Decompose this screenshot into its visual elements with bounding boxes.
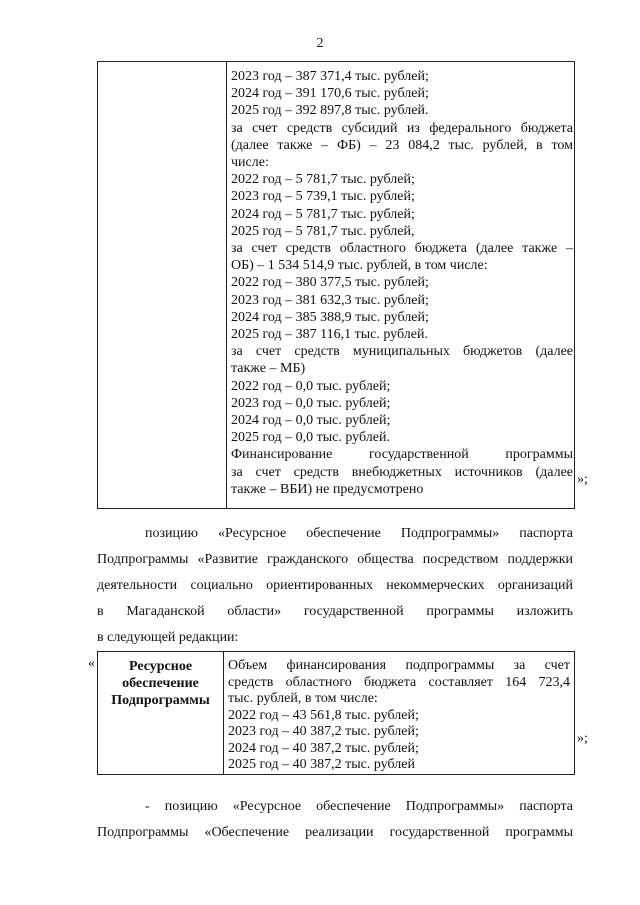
- table-line: 2024 год – 40 387,2 тыс. рублей;: [228, 740, 419, 756]
- row-header-line: Ресурсное: [128, 659, 193, 674]
- funding-details-cell: [228, 658, 570, 774]
- column-divider: [226, 62, 227, 508]
- table-line: 2024 год – 5 781,7 тыс. рублей;: [231, 206, 415, 222]
- table-line: средств областного бюджета составляет 164 723,4: [228, 674, 570, 690]
- page-number: 2: [316, 36, 324, 51]
- paragraph-line: в следующей редакции:: [97, 630, 239, 645]
- resource-provision-table: [97, 651, 575, 775]
- table-line: 2025 год – 387 116,1 тыс. рублей.: [231, 327, 428, 343]
- paragraph-line: позицию «Ресурсное обеспечение Подпрограммы» паспорта: [145, 526, 573, 541]
- row-header-cell: [98, 658, 223, 709]
- table-line: 2023 год – 40 387,2 тыс. рублей;: [228, 724, 419, 739]
- closing-quote: »;: [577, 472, 588, 487]
- paragraph-line: - позицию «Ресурсное обеспечение Подпрограммы» паспорта: [145, 799, 573, 814]
- table-line: 2025 год – 0,0 тыс. рублей.: [231, 430, 390, 446]
- table-line: также – МБ): [231, 361, 306, 377]
- table-line: 2022 год – 43 561,8 тыс. рублей;: [228, 707, 419, 723]
- table-line: 2024 год – 391 170,6 тыс. рублей;: [231, 86, 429, 102]
- row-header-line: Подпрограммы: [111, 693, 210, 708]
- amendment-paragraph: [97, 794, 573, 846]
- paragraph-line: деятельности социально ориентированных некоммерческих организаций: [97, 578, 573, 593]
- table-line: 2022 год – 380 377,5 тыс. рублей;: [231, 275, 429, 291]
- funding-table-continued: [97, 61, 575, 509]
- table-line: также – ВБИ) не предусмотрено: [231, 481, 424, 497]
- closing-quote: »;: [577, 731, 588, 746]
- paragraph-line: в Магаданской области» государственной программы изложить: [97, 604, 573, 619]
- table-line: 2025 год – 5 781,7 тыс. рублей,: [231, 223, 415, 239]
- paragraph-line: Подпрограммы «Развитие гражданского общества посредством поддержки: [97, 552, 573, 567]
- table-line: 2022 год – 5 781,7 тыс. рублей;: [231, 172, 415, 188]
- paragraph-line: Подпрограммы «Обеспечение реализации государственной программы: [97, 825, 573, 840]
- table-line: 2025 год – 392 897,8 тыс. рублей.: [231, 103, 429, 119]
- funding-details-cell: [231, 68, 573, 498]
- table-line: (далее также – ФБ) – 23 084,2 тыс. рублей, в том: [231, 137, 573, 153]
- table-line: за счет средств внебюджетных источников (далее: [231, 464, 573, 480]
- table-line: числе:: [231, 155, 269, 171]
- table-line: 2022 год – 0,0 тыс. рублей;: [231, 378, 391, 394]
- table-line: 2023 год – 387 371,4 тыс. рублей;: [231, 69, 429, 84]
- table-line: 2024 год – 385 388,9 тыс. рублей;: [231, 309, 429, 325]
- table-line: 2023 год – 0,0 тыс. рублей;: [231, 395, 391, 411]
- table-line: за счет средств областного бюджета (далее также –: [231, 241, 573, 257]
- table-line: за счет средств муниципальных бюджетов (далее: [231, 344, 573, 360]
- table-line: тыс. рублей, в том числе:: [228, 691, 378, 706]
- table-line: ОБ) – 1 534 514,9 тыс. рублей, в том числе:: [231, 258, 488, 274]
- amendment-paragraph: [97, 521, 573, 651]
- column-divider: [223, 652, 224, 774]
- table-line: 2024 год – 0,0 тыс. рублей;: [231, 413, 391, 429]
- table-line: 2023 год – 5 739,1 тыс. рублей;: [231, 189, 415, 205]
- table-line: 2023 год – 381 632,3 тыс. рублей;: [231, 292, 429, 308]
- row-header-line: обеспечение: [122, 676, 199, 691]
- table-line: Финансирование государственной программы: [231, 447, 573, 463]
- table-line: за счет средств субсидий из федерального бюджета: [231, 120, 573, 136]
- table-line: 2025 год – 40 387,2 тыс. рублей: [228, 757, 415, 772]
- table-line: Объем финансирования подпрограммы за счет: [228, 658, 570, 673]
- opening-quote: «: [88, 656, 95, 671]
